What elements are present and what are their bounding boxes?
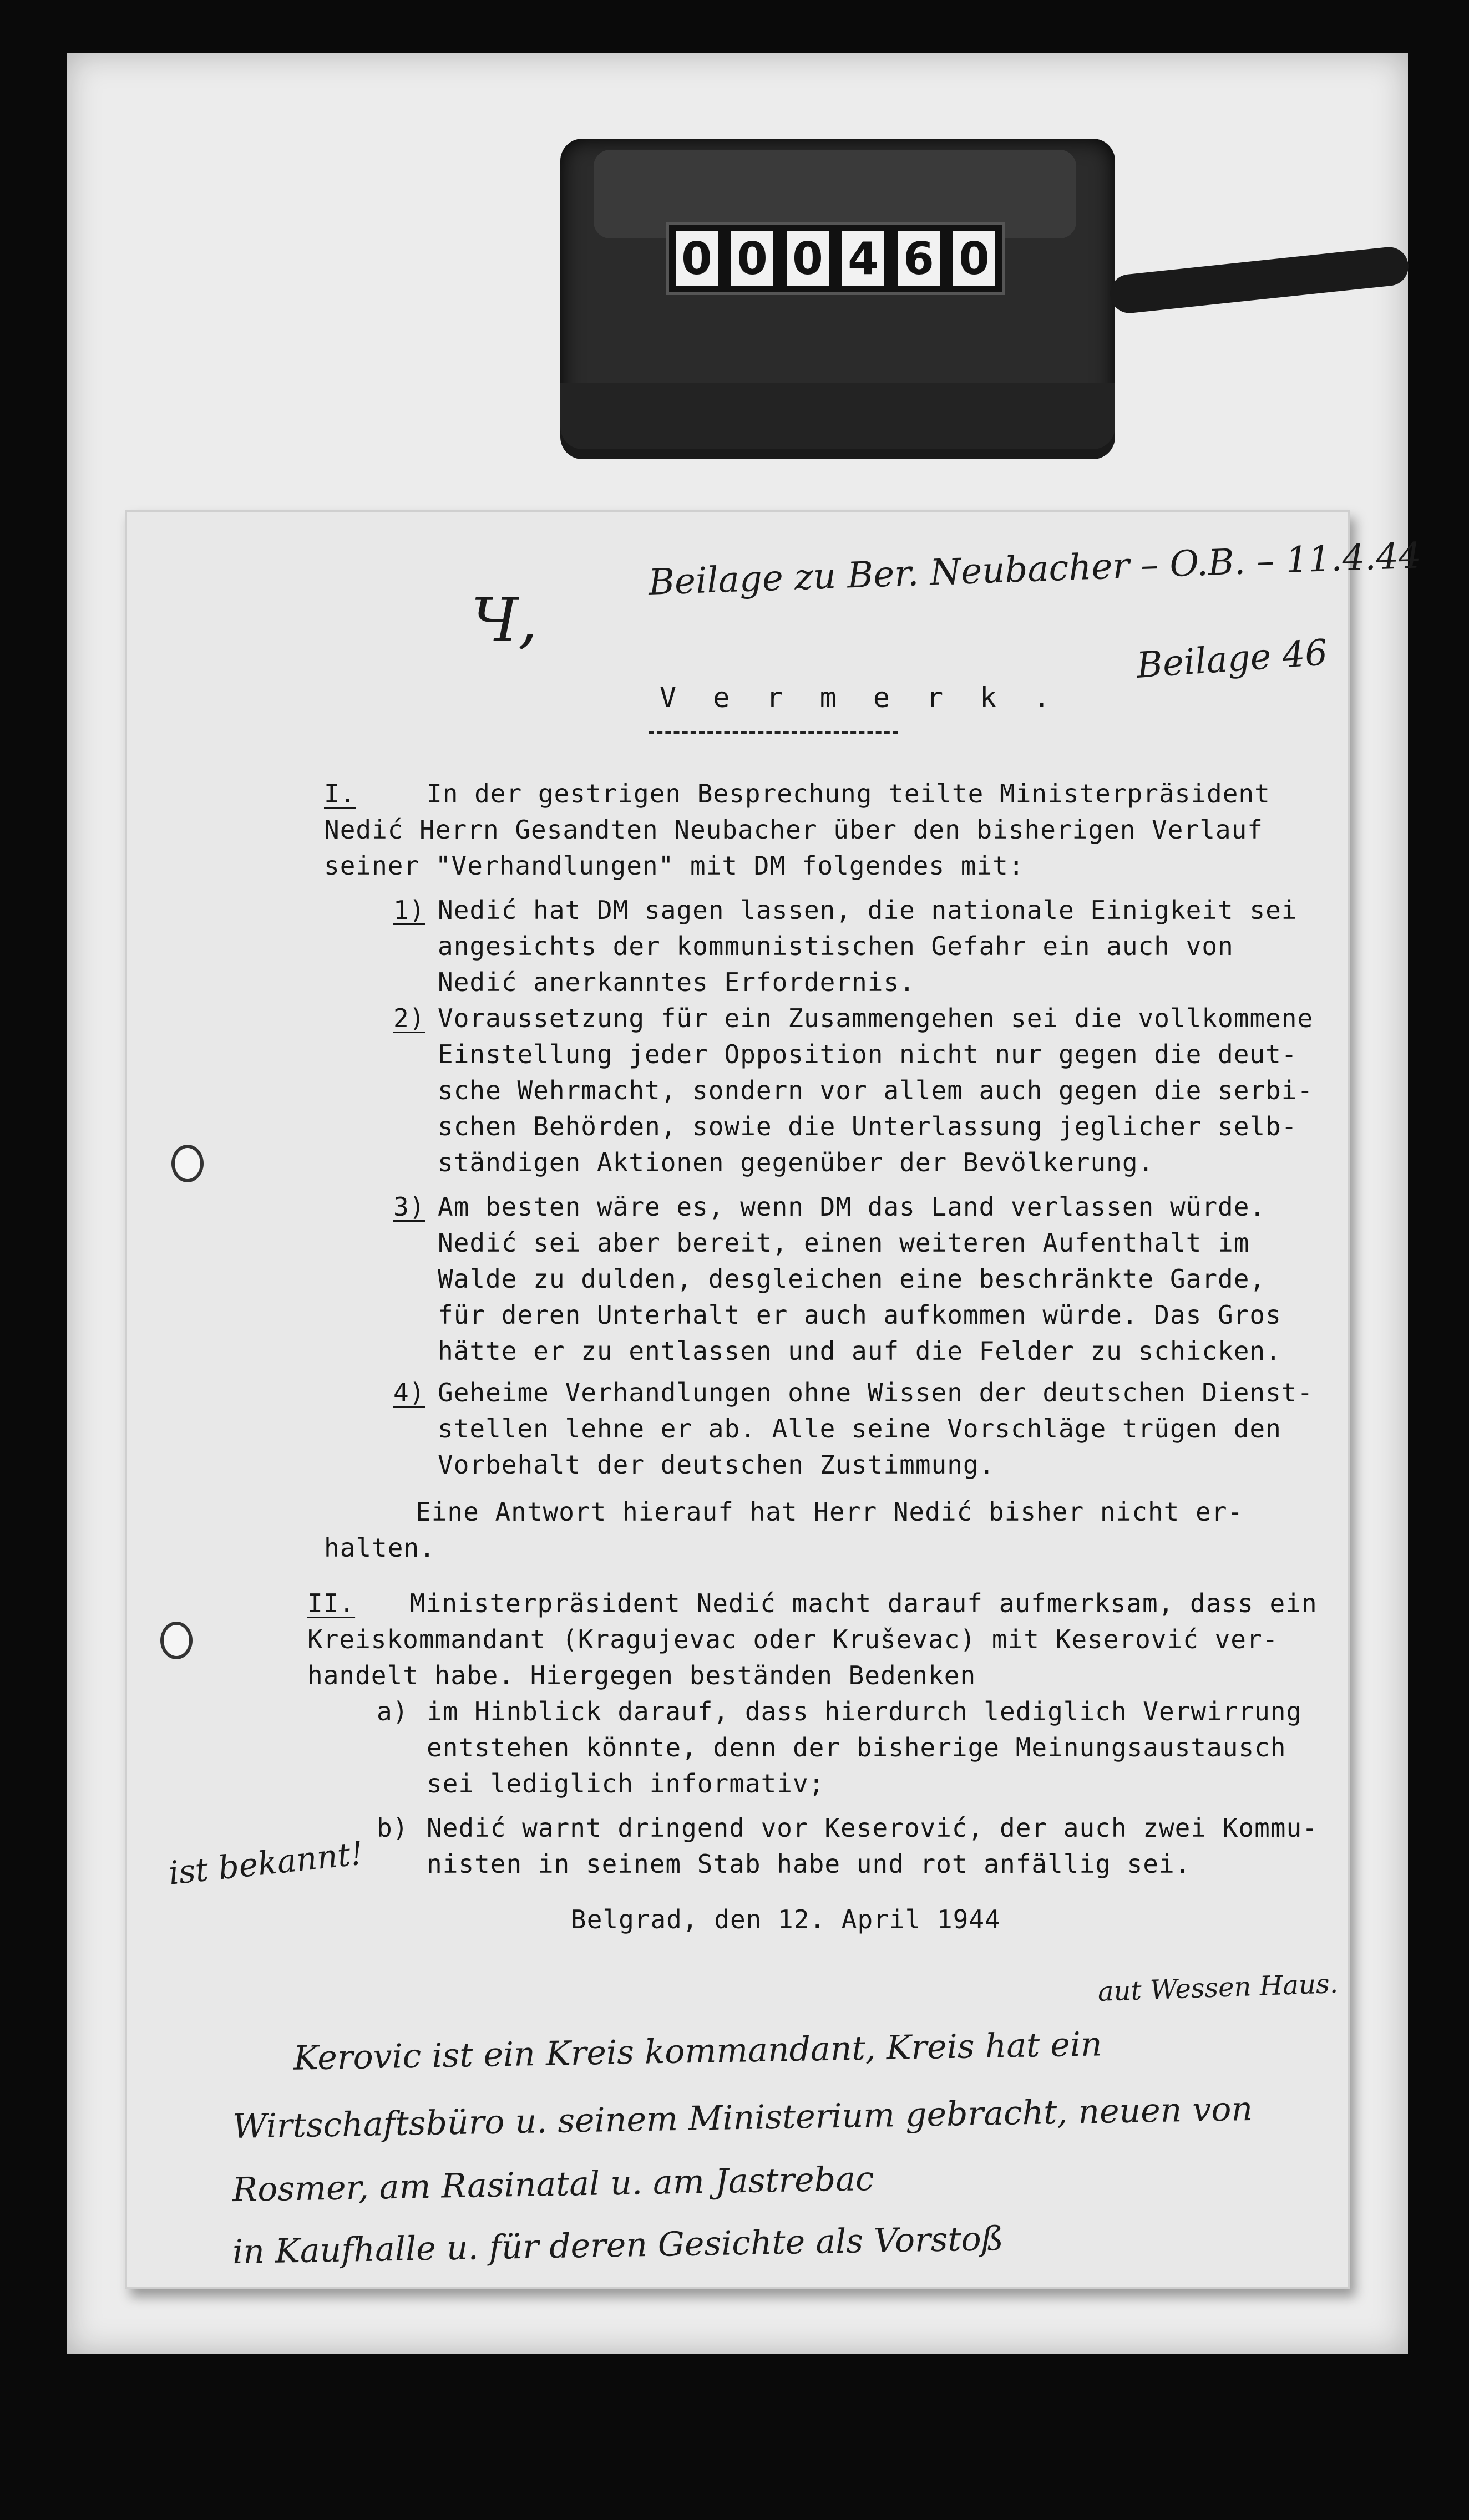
- handwritten-beilage: Beilage 46: [1135, 632, 1329, 687]
- section-2-line: Kreiskommandant (Kragujevac oder Kruševac) mit Keserović ver-: [307, 1624, 1279, 1654]
- document-title: V e r m e r k .: [660, 682, 1060, 714]
- counter-digit: 0: [676, 231, 718, 286]
- section-1-intro-line: In der gestrigen Besprechung teilte Ministerpräsident: [427, 779, 1270, 809]
- item-line: schen Behörden, sowie die Unterlassung jeglicher selb-: [438, 1111, 1298, 1141]
- item-line: stellen lehne er ab. Alle seine Vorschläge trügen den: [438, 1414, 1281, 1444]
- item-line: angesichts der kommunistischen Gefahr ein auch von: [438, 931, 1234, 961]
- page-counter-device: [560, 139, 1115, 449]
- item-line: sche Wehrmacht, sondern vor allem auch gegen die serbi-: [438, 1075, 1314, 1105]
- item-line: hätte er zu entlassen und auf die Felder zu schicken.: [438, 1336, 1281, 1366]
- section-1-label: I.: [324, 779, 356, 809]
- handwritten-initial: Ч,: [471, 585, 538, 656]
- item-line: Einstellung jeder Opposition nicht nur gegen die deut-: [438, 1039, 1298, 1069]
- item-line: Nedić anerkanntes Erfordernis.: [438, 967, 915, 997]
- item-number: 3): [393, 1192, 425, 1222]
- counter-digit: 0: [787, 231, 829, 286]
- section-2-line: handelt habe. Hiergegen beständen Bedenken: [307, 1660, 976, 1690]
- sub-item-line: entstehen könnte, denn der bisherige Meinungsaustausch: [427, 1732, 1286, 1762]
- section-1-closing: halten.: [324, 1533, 435, 1563]
- punch-hole: [160, 1622, 193, 1659]
- item-number: 1): [393, 895, 425, 925]
- item-line: Geheime Verhandlungen ohne Wissen der deutschen Dienst-: [438, 1378, 1314, 1408]
- section-1-closing: Eine Antwort hierauf hat Herr Nedić bisher nicht er-: [416, 1497, 1244, 1527]
- item-number: 4): [393, 1378, 425, 1408]
- counter-digit: 4: [842, 231, 884, 286]
- item-line: Walde zu dulden, desgleichen eine beschränkte Garde,: [438, 1264, 1266, 1294]
- section-1-intro-line: Nedić Herrn Gesandten Neubacher über den bisherigen Verlauf: [324, 815, 1263, 845]
- handwritten-header-note: Beilage zu Ber. Neubacher – O.B. – 11.4.44: [647, 535, 1422, 603]
- sub-item-line: im Hinblick darauf, dass hierdurch lediglich Verwirrung: [427, 1696, 1303, 1726]
- handwritten-bottom-line: Rosmer, am Rasinatal u. am Jastrebac: [232, 2159, 875, 2210]
- counter-digit: 0: [953, 231, 995, 286]
- handwritten-bottom-line: in Kaufhalle u. für deren Gesichte als Vorstoß: [232, 2219, 1004, 2272]
- counter-base: [560, 383, 1115, 449]
- handwritten-bottom-line: Kerovic ist ein Kreis kommandant, Kreis hat ein: [293, 2025, 1103, 2078]
- title-underline: [649, 731, 898, 734]
- counter-digit: 0: [731, 231, 773, 286]
- item-line: Nedić hat DM sagen lassen, die nationale Einigkeit sei: [438, 895, 1298, 925]
- counter-display: [666, 222, 1005, 295]
- sub-item-number: a): [377, 1696, 409, 1726]
- item-line: Vorbehalt der deutschen Zustimmung.: [438, 1450, 995, 1480]
- section-2-label: II.: [307, 1588, 356, 1618]
- counter-digit: 6: [898, 231, 940, 286]
- item-line: Nedić sei aber bereit, einen weiteren Aufenthalt im: [438, 1228, 1250, 1258]
- item-number: 2): [393, 1003, 425, 1033]
- sub-item-line: Nedić warnt dringend vor Keserović, der auch zwei Kommu-: [427, 1813, 1318, 1843]
- item-line: ständigen Aktionen gegenüber der Bevölkerung.: [438, 1147, 1154, 1177]
- punch-hole: [171, 1145, 204, 1182]
- handwritten-signature-note: aut Wessen Haus.: [1097, 1968, 1339, 2008]
- dateline: Belgrad, den 12. April 1944: [571, 1904, 1001, 1934]
- section-1-intro-line: seiner "Verhandlungen" mit DM folgendes mit:: [324, 851, 1025, 881]
- document-page: [125, 510, 1422, 2289]
- section-2-line: Ministerpräsident Nedić macht darauf aufmerksam, dass ein: [410, 1588, 1318, 1618]
- item-line: Am besten wäre es, wenn DM das Land verlassen würde.: [438, 1192, 1266, 1222]
- item-line: für deren Unterhalt er auch aufkommen würde. Das Gros: [438, 1300, 1281, 1330]
- sub-item-line: sei lediglich informativ;: [427, 1769, 825, 1798]
- handwritten-margin-note: ist bekannt!: [166, 1834, 366, 1892]
- item-line: Voraussetzung für ein Zusammengehen sei die vollkommene: [438, 1003, 1314, 1033]
- sub-item-line: nisten in seinem Stab habe und rot anfällig sei.: [427, 1849, 1191, 1879]
- handwritten-bottom-line: Wirtschaftsbüro u. seinem Ministerium gebracht, neuen von: [232, 2089, 1253, 2147]
- sub-item-number: b): [377, 1813, 409, 1843]
